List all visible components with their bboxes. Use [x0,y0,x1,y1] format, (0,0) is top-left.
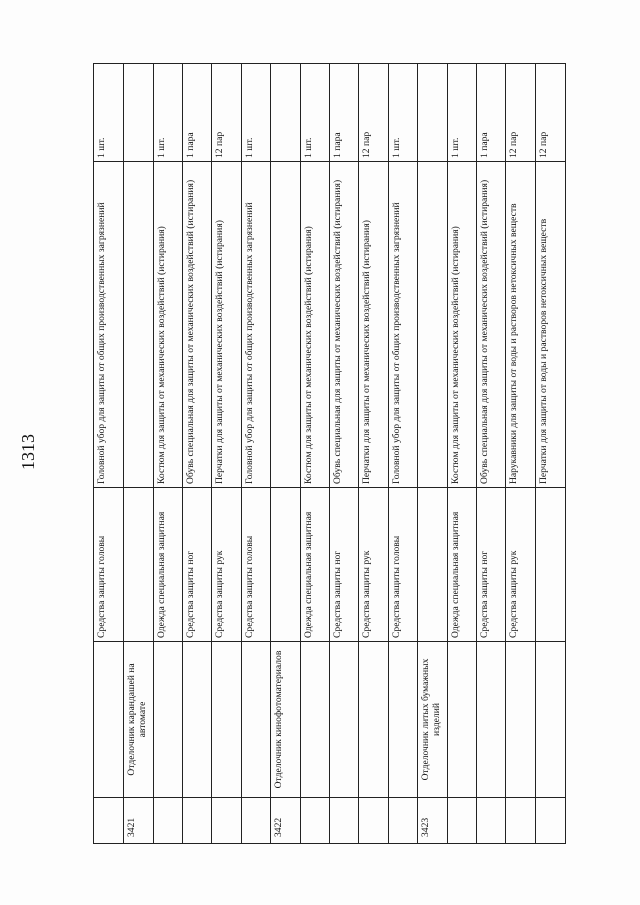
category-cell [271,488,301,642]
quantity-cell: 12 пар [536,64,566,162]
category-cell: Одежда специальная защитная [301,488,330,642]
profession-cell [301,642,330,798]
category-cell [418,488,448,642]
table-row [418,64,448,844]
table-row [183,64,212,844]
table-row [271,64,301,844]
item-cell: Перчатки для защиты от механических воздействий (истирания) [212,162,242,488]
item-cell: Нарукавники для защиты от воды и растворов нетоксичных веществ [506,162,536,488]
ppe-norms-table [93,63,566,844]
quantity-cell: 1 шт. [448,64,477,162]
table-row [94,64,124,844]
rotated-sheet [93,64,553,844]
profession-cell: Отделочник кинофотоматериалов [271,642,301,798]
row-number: 3422 [271,798,301,844]
quantity-cell [124,64,154,162]
profession-cell [94,642,124,798]
row-number: 3421 [124,798,154,844]
item-cell: Обувь специальная для защиты от механических воздействий (истирания) [477,162,506,488]
row-number [389,798,418,844]
item-cell [271,162,301,488]
table-row [242,64,271,844]
table-row [536,64,566,844]
quantity-cell: 1 пара [477,64,506,162]
category-cell: Средства защиты ног [330,488,359,642]
quantity-cell: 1 пара [183,64,212,162]
item-cell: Костюм для защиты от механических воздействий (истирания) [448,162,477,488]
category-cell: Средства защиты рук [359,488,389,642]
item-cell: Головной убор для защиты от общих производственных загрязнений [389,162,418,488]
table-row [330,64,359,844]
item-cell: Перчатки для защиты от механических воздействий (истирания) [359,162,389,488]
category-cell: Средства защиты ног [477,488,506,642]
row-number [301,798,330,844]
table-row [301,64,330,844]
quantity-cell: 1 шт. [154,64,183,162]
table-row [212,64,242,844]
row-number [448,798,477,844]
profession-cell: Отделочник карандашей на автомате [124,642,154,798]
item-cell: Головной убор для защиты от общих производственных загрязнений [94,162,124,488]
profession-cell [212,642,242,798]
quantity-cell: 1 шт. [301,64,330,162]
table-row [506,64,536,844]
profession-cell [477,642,506,798]
row-number [212,798,242,844]
table-frame [93,64,553,844]
profession-cell [154,642,183,798]
item-cell [124,162,154,488]
profession-cell [536,642,566,798]
quantity-cell: 1 шт. [242,64,271,162]
category-cell: Средства защиты головы [242,488,271,642]
row-number: 3423 [418,798,448,844]
profession-cell [448,642,477,798]
quantity-cell: 12 пар [506,64,536,162]
category-cell: Одежда специальная защитная [154,488,183,642]
category-cell: Средства защиты головы [389,488,418,642]
table-row [389,64,418,844]
table-row [448,64,477,844]
profession-cell: Отделочник литых бумажных изделий [418,642,448,798]
quantity-cell: 12 пар [212,64,242,162]
item-cell: Костюм для защиты от механических воздействий (истирания) [154,162,183,488]
row-number [477,798,506,844]
category-cell: Средства защиты головы [94,488,124,642]
category-cell: Средства защиты ног [183,488,212,642]
profession-cell [359,642,389,798]
profession-cell [506,642,536,798]
quantity-cell: 1 шт. [94,64,124,162]
item-cell: Костюм для защиты от механических воздействий (истирания) [301,162,330,488]
row-number [359,798,389,844]
category-cell [124,488,154,642]
category-cell: Средства защиты рук [506,488,536,642]
item-cell [418,162,448,488]
table-row [124,64,154,844]
category-cell: Одежда специальная защитная [448,488,477,642]
row-number [242,798,271,844]
page-number: 1313 [18,434,38,470]
profession-cell [242,642,271,798]
quantity-cell: 1 шт. [389,64,418,162]
item-cell: Головной убор для защиты от общих производственных загрязнений [242,162,271,488]
profession-cell [183,642,212,798]
item-cell: Обувь специальная для защиты от механических воздействий (истирания) [183,162,212,488]
row-number [330,798,359,844]
quantity-cell [271,64,301,162]
item-cell: Перчатки для защиты от воды и растворов нетоксичных веществ [536,162,566,488]
profession-cell [330,642,359,798]
quantity-cell: 12 пар [359,64,389,162]
table-row [154,64,183,844]
category-cell [536,488,566,642]
row-number [506,798,536,844]
row-number [536,798,566,844]
quantity-cell: 1 пара [330,64,359,162]
row-number [183,798,212,844]
table-row [359,64,389,844]
item-cell: Обувь специальная для защиты от механических воздействий (истирания) [330,162,359,488]
category-cell: Средства защиты рук [212,488,242,642]
table-row [477,64,506,844]
profession-cell [389,642,418,798]
row-number [154,798,183,844]
quantity-cell [418,64,448,162]
row-number [94,798,124,844]
